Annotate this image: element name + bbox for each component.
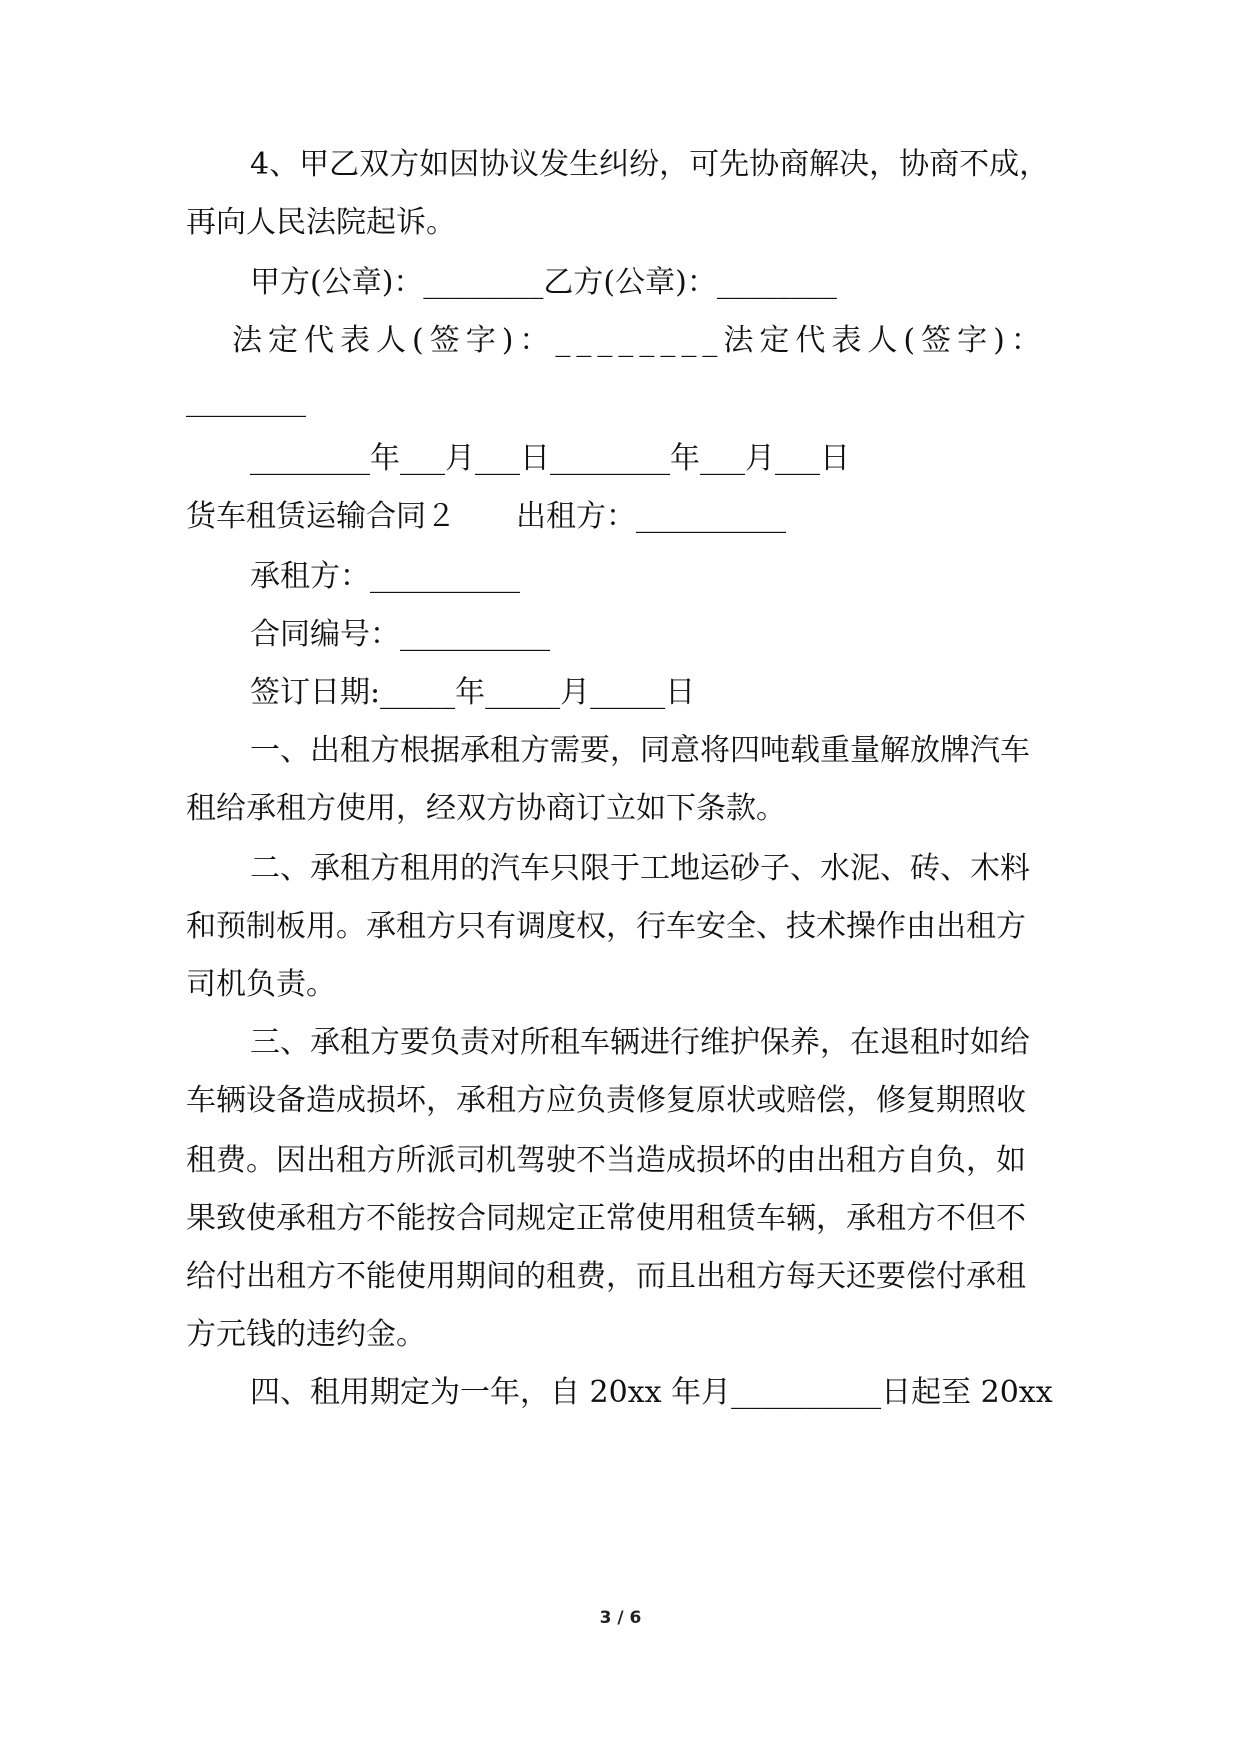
legal-representative-line: 法定代表人(签字)：________法定代表人(签字)：	[232, 323, 1047, 358]
clause-3-line-2: 车辆设备造成损坏，承租方应负责修复原状或赔偿，修复期照收	[186, 1083, 1026, 1118]
clause-3-line-5: 给付出租方不能使用期间的租费，而且出租方每天还要偿付承租	[186, 1259, 1026, 1294]
clause-1-line-2: 租给承租方使用，经双方协商订立如下条款。	[186, 791, 786, 826]
clause-3-line-3: 租费。因出租方所派司机驾驶不当造成损坏的由出租方自负，如	[186, 1143, 1026, 1178]
party-seal-line: 甲方(公章)：________乙方(公章)：________	[250, 265, 837, 300]
clause-3-line-6: 方元钱的违约金。	[186, 1317, 426, 1352]
clause-2-line-3: 司机负责。	[186, 967, 336, 1002]
clause-4-lease-term-line: 四、租用期定为一年，自 20xx 年月__________日起至 20xx	[250, 1375, 1053, 1410]
clause-2-line-2: 和预制板用。承租方只有调度权，行车安全、技术操作由出租方	[186, 909, 1026, 944]
clause-4-line-2: 再向人民法院起诉。	[186, 205, 456, 240]
lessee-line: 承租方：__________	[250, 559, 520, 594]
clause-2-line-1: 二、承租方租用的汽车只限于工地运砂子、水泥、砖、木料	[250, 851, 1030, 886]
clause-3-line-1: 三、承租方要负责对所租车辆进行维护保养，在退租时如给	[250, 1025, 1030, 1060]
signature-date-line: ________年___月___日________年___月___日	[250, 441, 850, 476]
clause-3-line-4: 果致使承租方不能按合同规定正常使用租赁车辆，承租方不但不	[186, 1201, 1026, 1236]
page-number: 3 / 6	[599, 1608, 642, 1628]
clause-4-line-1: 4、甲乙双方如因协议发生纠纷，可先协商解决，协商不成，	[250, 147, 1050, 182]
contract-number-line: 合同编号：__________	[250, 617, 550, 652]
signing-date-line: 签订日期:_____年_____月_____日	[250, 675, 696, 710]
clause-1-line-1: 一、出租方根据承租方需要，同意将四吨载重量解放牌汽车	[250, 733, 1030, 768]
legal-representative-blank: ________	[186, 383, 306, 418]
contract-2-title-line: 货车租赁运输合同２ 出租方：__________	[186, 499, 786, 534]
